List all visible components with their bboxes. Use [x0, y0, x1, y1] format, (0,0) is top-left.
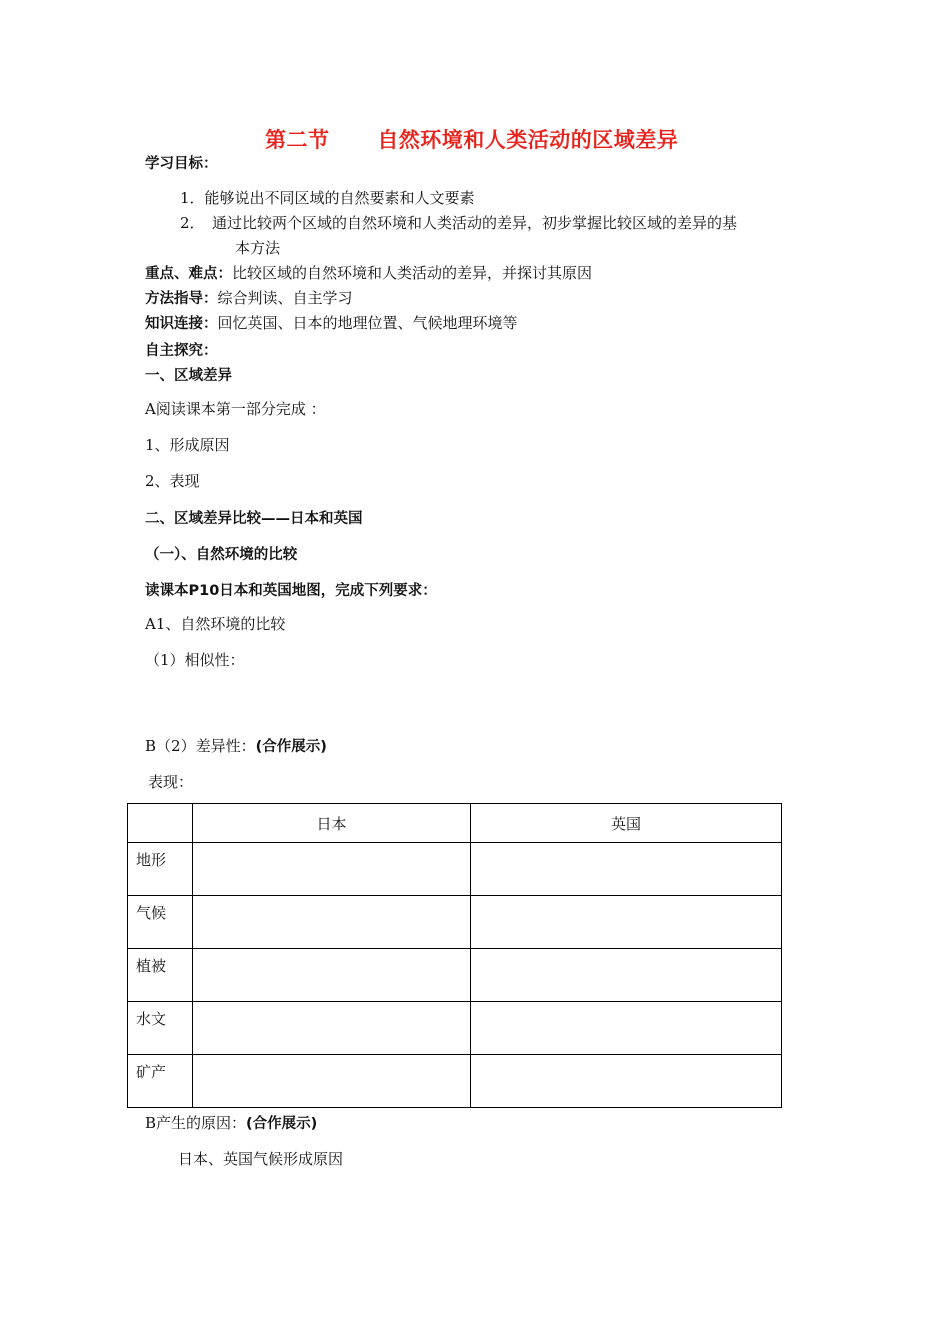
cause-line	[145, 1113, 317, 1134]
part2-subheading: （一）、自然环境的比较	[145, 547, 298, 563]
part2-a1: A1、自然环境的比较	[145, 615, 286, 633]
part1-heading: 一、区域差异	[145, 368, 232, 384]
part2-performance: 表现：	[148, 773, 194, 791]
comparison-table	[127, 803, 782, 1108]
difference-prefix: B（2）差异性：	[145, 737, 256, 755]
row-label: 矿产	[128, 1055, 193, 1108]
part2-heading: 二、区域差异比较——日本和英国	[145, 511, 363, 527]
table-cell	[471, 843, 782, 896]
table-cell	[193, 896, 471, 949]
table-row	[128, 949, 782, 1002]
part1-prompt: A阅读课本第一部分完成 ：	[145, 400, 326, 418]
table-cell	[471, 1002, 782, 1055]
explore-label: 自主探究：	[145, 343, 218, 359]
objectives-label: 学习目标：	[145, 156, 218, 172]
table-row	[128, 896, 782, 949]
cause-prefix: B产生的原因：	[145, 1114, 247, 1132]
objective-item-2-cont: 本方法	[235, 239, 281, 257]
method-label: 方法指导：	[145, 291, 218, 307]
part1-question-2: 2、表现	[145, 472, 200, 490]
table-cell	[193, 1002, 471, 1055]
row-label: 气候	[128, 896, 193, 949]
table-header-cell: 英国	[471, 804, 782, 843]
part1-question-1: 1、形成原因	[145, 436, 230, 454]
table-row	[128, 843, 782, 896]
key-points-label: 重点、难点：	[145, 266, 232, 282]
difference-bold: (合作展示)	[255, 739, 327, 755]
method-text: 综合判读、自主学习	[217, 289, 353, 307]
table-cell	[471, 896, 782, 949]
key-points	[145, 263, 592, 284]
knowledge	[145, 313, 518, 334]
row-label: 植被	[128, 949, 193, 1002]
row-label: 水文	[128, 1002, 193, 1055]
key-points-text: 比较区域的自然环境和人类活动的差异，并探讨其原因	[232, 264, 593, 282]
section-topic: 自然环境和人类活动的区域差异	[377, 128, 679, 152]
row-label: 地形	[128, 843, 193, 896]
table-header-cell	[128, 804, 193, 843]
table-cell	[193, 1055, 471, 1108]
part2-difference	[145, 736, 327, 757]
knowledge-label: 知识连接：	[145, 316, 218, 332]
objective-item-2: 2． 通过比较两个区域的自然环境和人类活动的差异，初步掌握比较区域的差异的基	[180, 214, 738, 232]
table-row	[128, 1055, 782, 1108]
part2-similarity: （1）相似性：	[145, 651, 245, 669]
section-number: 第二节	[265, 128, 330, 152]
table-header-row	[128, 804, 782, 843]
cause-item: 日本、英国气候形成原因	[178, 1150, 344, 1168]
objective-item-1: 1．能够说出不同区域的自然要素和人文要素	[180, 189, 475, 207]
table-header-cell: 日本	[193, 804, 471, 843]
method	[145, 288, 353, 309]
knowledge-text: 回忆英国、日本的地理位置、气候地理环境等	[217, 314, 518, 332]
table-row	[128, 1002, 782, 1055]
page-title	[265, 124, 678, 154]
table-cell	[193, 949, 471, 1002]
cause-bold: (合作展示)	[246, 1116, 318, 1132]
table-cell	[471, 1055, 782, 1108]
table-cell	[471, 949, 782, 1002]
table-cell	[193, 843, 471, 896]
part2-instruction: 读课本P10日本和英国地图，完成下列要求：	[145, 583, 437, 599]
